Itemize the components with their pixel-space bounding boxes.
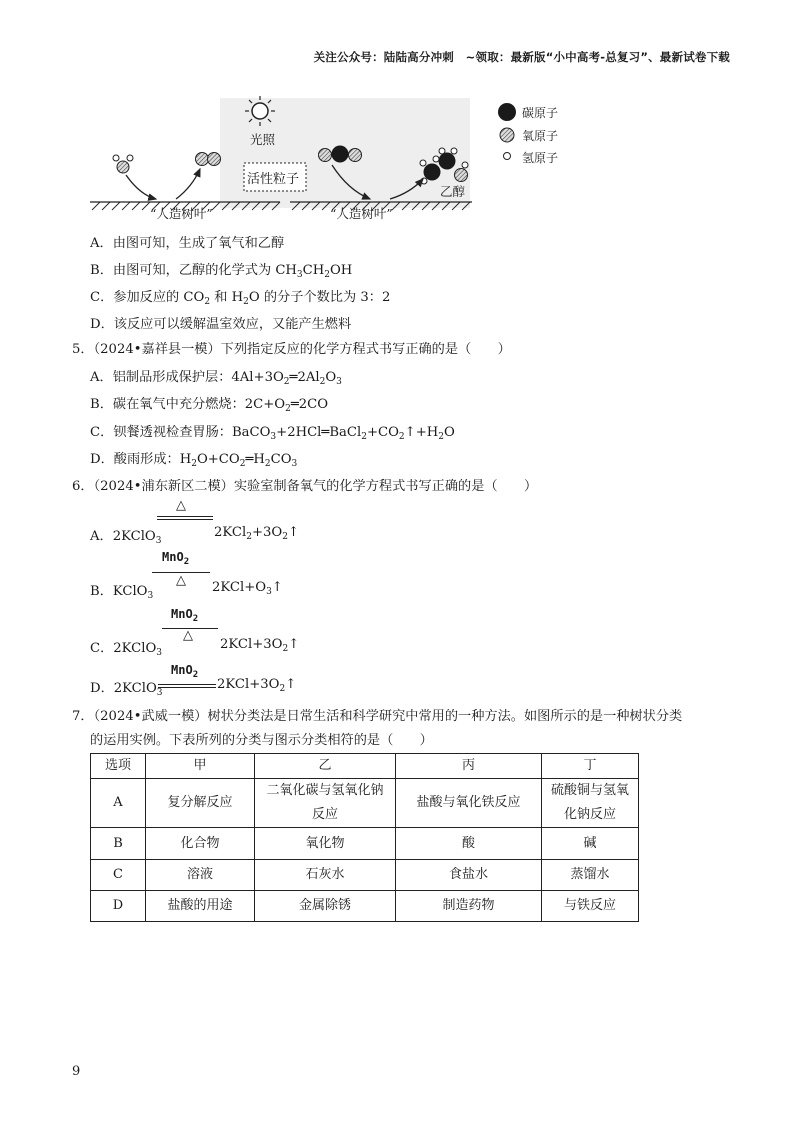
row-c-ding: 蒸馏水 <box>542 860 639 891</box>
q6-option-d-left: D．2KClO$_3$ <box>90 681 163 698</box>
ethanol-label: 乙醇 <box>440 184 466 199</box>
header-option: 选项 <box>91 754 146 779</box>
row-c-option: C <box>91 860 146 891</box>
q6-a-heat-icon: △ <box>176 498 186 513</box>
q6-d-arrow-line-1 <box>158 684 216 685</box>
q6-option-b-left: B．KClO$_3$ <box>90 584 154 601</box>
carbon-atom-icon <box>498 103 516 121</box>
q6-d-arrow-line-2 <box>158 687 216 688</box>
row-a-jia: 复分解反应 <box>146 779 255 828</box>
q6-b-heat-icon: △ <box>176 573 186 588</box>
page-header: 关注公众号：陆陆高分冲刺 ~领取：最新版“小中高考-总复习”、最新试卷下载 <box>313 50 730 64</box>
row-a-ding: 硫酸铜与氢氧 化钠反应 <box>542 779 639 828</box>
q6-option-d-right: $2KCl+3O_2↑$ <box>217 677 297 694</box>
q4-option-b: B．由图可知，乙醇的化学式为 $CH_3CH_2OH$ <box>90 263 353 280</box>
q4-option-a: A．由图可知，生成了氧气和乙醇 <box>90 236 285 251</box>
leaf-label-right: “人造树叶” <box>330 206 393 221</box>
table-row <box>91 779 639 828</box>
table-header-row <box>91 754 639 779</box>
q5-option-b: B．碳在氧气中充分燃烧：$2C+O_2═2CO$ <box>90 397 329 414</box>
legend-carbon: 碳原子 <box>522 106 559 120</box>
q6-option-b-right: $2KCl+O_3↑$ <box>212 580 283 597</box>
row-b-ding: 碱 <box>542 828 639 860</box>
row-a-bing: 盐酸与氧化铁反应 <box>396 779 542 828</box>
q5-stem: 5．（2024•嘉祥县一模）下列指定反应的化学方程式书写正确的是（ ） <box>72 342 511 357</box>
row-b-yi: 氧化物 <box>255 828 396 860</box>
legend-hydrogen: 氢原子 <box>522 151 559 165</box>
header-yi: 乙 <box>255 754 396 779</box>
row-c-bing: 食盐水 <box>396 860 542 891</box>
page-number: 9 <box>72 1064 81 1079</box>
q5-option-a: A．铝制品形成保护层：$4Al+3O_2═2Al_2O_3$ <box>90 370 342 387</box>
q5-option-c: C．钡餐透视检查胃肠：$BaCO_3+2HCl═BaCl_2+CO_2↑+H_2O$ <box>90 425 455 442</box>
q6-option-a-right: $2KCl_2+3O_2↑$ <box>214 525 299 542</box>
header-jia: 甲 <box>146 754 255 779</box>
q7-stem-line-1: 7．（2024•武威一模）树状分类法是日常生活和科学研究中常用的一种方法。如图所示的是一种树状分类 <box>72 709 683 724</box>
q6-d-catalyst: MnO$_2$ <box>171 663 199 680</box>
oxygen-atom-icon <box>500 128 514 142</box>
q6-b-catalyst: MnO$_2$ <box>162 550 190 567</box>
table-row <box>91 860 639 891</box>
table-row <box>91 891 639 922</box>
header-ding: 丁 <box>542 754 639 779</box>
q6-stem: 6．（2024•浦东新区二模）实验室制备氧气的化学方程式书写正确的是（ ） <box>72 479 538 494</box>
row-a-option: A <box>91 779 146 828</box>
legend-oxygen: 氧原子 <box>522 129 559 143</box>
row-d-bing: 制造药物 <box>396 891 542 922</box>
row-d-ding: 与铁反应 <box>542 891 639 922</box>
active-particle-label: 活性粒子 <box>247 172 300 187</box>
row-b-option: B <box>91 828 146 860</box>
table-row <box>91 828 639 860</box>
row-b-jia: 化合物 <box>146 828 255 860</box>
q5-option-d: D．酸雨形成：$H_2O+CO_2═H_2CO_3$ <box>90 452 298 469</box>
row-d-option: D <box>91 891 146 922</box>
water-molecule-icon <box>113 155 133 173</box>
q7-stem-line-2: 的运用实例。下表所列的分类与图示分类相符的是（ ） <box>90 733 433 748</box>
q4-option-d: D．该反应可以缓解温室效应，又能产生燃料 <box>90 317 352 332</box>
sun-label: 光照 <box>250 132 276 147</box>
q6-option-a-left: A．2KClO$_3$ <box>90 529 162 546</box>
classification-table <box>90 753 639 922</box>
oxygen-molecule-icon <box>196 153 221 166</box>
row-a-yi: 二氧化碳与氢氧化钠 反应 <box>255 779 396 828</box>
row-b-bing: 酸 <box>396 828 542 860</box>
q6-a-arrow-line-1 <box>157 516 213 517</box>
header-bing: 丙 <box>396 754 542 779</box>
q6-c-heat-icon: △ <box>183 628 193 643</box>
row-c-jia: 溶液 <box>146 860 255 891</box>
row-c-yi: 石灰水 <box>255 860 396 891</box>
q4-option-c: C．参加反应的 $CO_2$ 和 $H_2O$ 的分子个数比为 3：2 <box>90 290 391 307</box>
row-d-yi: 金属除锈 <box>255 891 396 922</box>
q6-option-c-right: $2KCl+3O_2↑$ <box>220 637 300 654</box>
q6-c-catalyst: MnO$_2$ <box>171 607 199 624</box>
co2-molecule-icon <box>319 146 362 163</box>
q6-option-c-left: C．2KClO$_3$ <box>90 641 163 658</box>
leaf-label-left: “人造树叶” <box>150 206 213 221</box>
row-d-jia: 盐酸的用途 <box>146 891 255 922</box>
q6-a-arrow-line-2 <box>157 519 213 520</box>
hydrogen-atom-icon <box>504 153 511 160</box>
